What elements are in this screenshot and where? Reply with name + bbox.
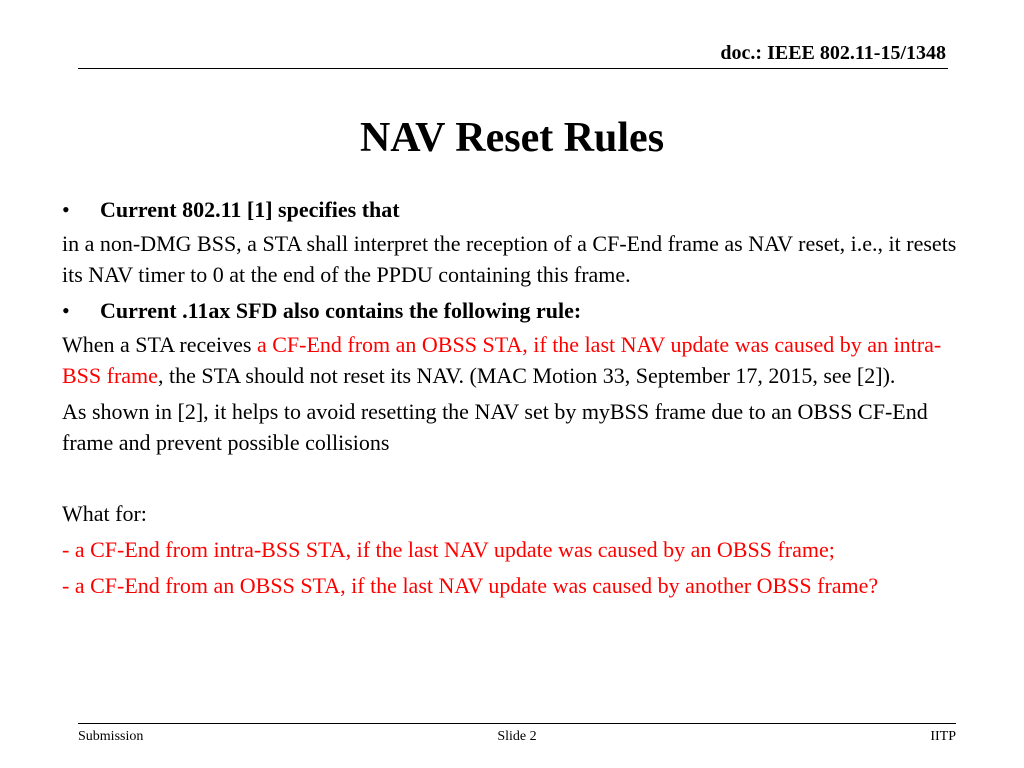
bullet-text: Current 802.11 [1] specifies that <box>100 197 400 222</box>
bullet-icon: • <box>62 298 70 323</box>
header-divider <box>78 68 948 69</box>
bullet-current-80211 <box>62 194 980 225</box>
rule-text-end: , the STA should not reset its NAV. (MAC Motion 33, September 17, 2015, see [2]). <box>157 363 896 388</box>
slide-body <box>62 194 980 606</box>
question-item-intra-bss: - a CF-End from intra-BSS STA, if the last NAV update was caused by an OBSS frame; <box>62 537 835 562</box>
footer-submission: Submission <box>78 729 144 744</box>
slide-title: NAV Reset Rules <box>359 115 665 161</box>
footer-divider <box>78 723 956 724</box>
bullet-icon: • <box>62 197 70 222</box>
question-heading: What for: <box>62 501 147 526</box>
document-id: doc.: IEEE 802.11-15/1348 <box>720 42 946 64</box>
footer-organization: IITP <box>930 729 956 744</box>
paragraph-benefit: As shown in [2], it helps to avoid resetting the NAV set by myBSS frame due to an OBSS CF-End frame and prevent possible collisions <box>62 399 928 455</box>
footer-slide-number: Slide 2 <box>497 729 537 744</box>
rule-text-highlight: a CF-End from an OBSS STA, if the last NAV update was caused by an intra-BSS frame <box>62 332 942 388</box>
spacer <box>62 463 980 498</box>
bullet-text: Current .11ax SFD also contains the following rule: <box>100 298 582 323</box>
rule-text-start: When a STA receives <box>62 332 257 357</box>
bullet-11ax-sfd <box>62 295 980 326</box>
question-item-obss: - a CF-End from an OBSS STA, if the last NAV update was caused by another OBSS frame? <box>62 573 879 598</box>
paragraph-nav-reset: in a non-DMG BSS, a STA shall interpret the reception of a CF-End frame as NAV reset, i.e., it resets its NAV timer to 0 at the end of the PPDU containing this frame. <box>62 231 957 287</box>
paragraph-sfd-rule <box>62 329 980 391</box>
